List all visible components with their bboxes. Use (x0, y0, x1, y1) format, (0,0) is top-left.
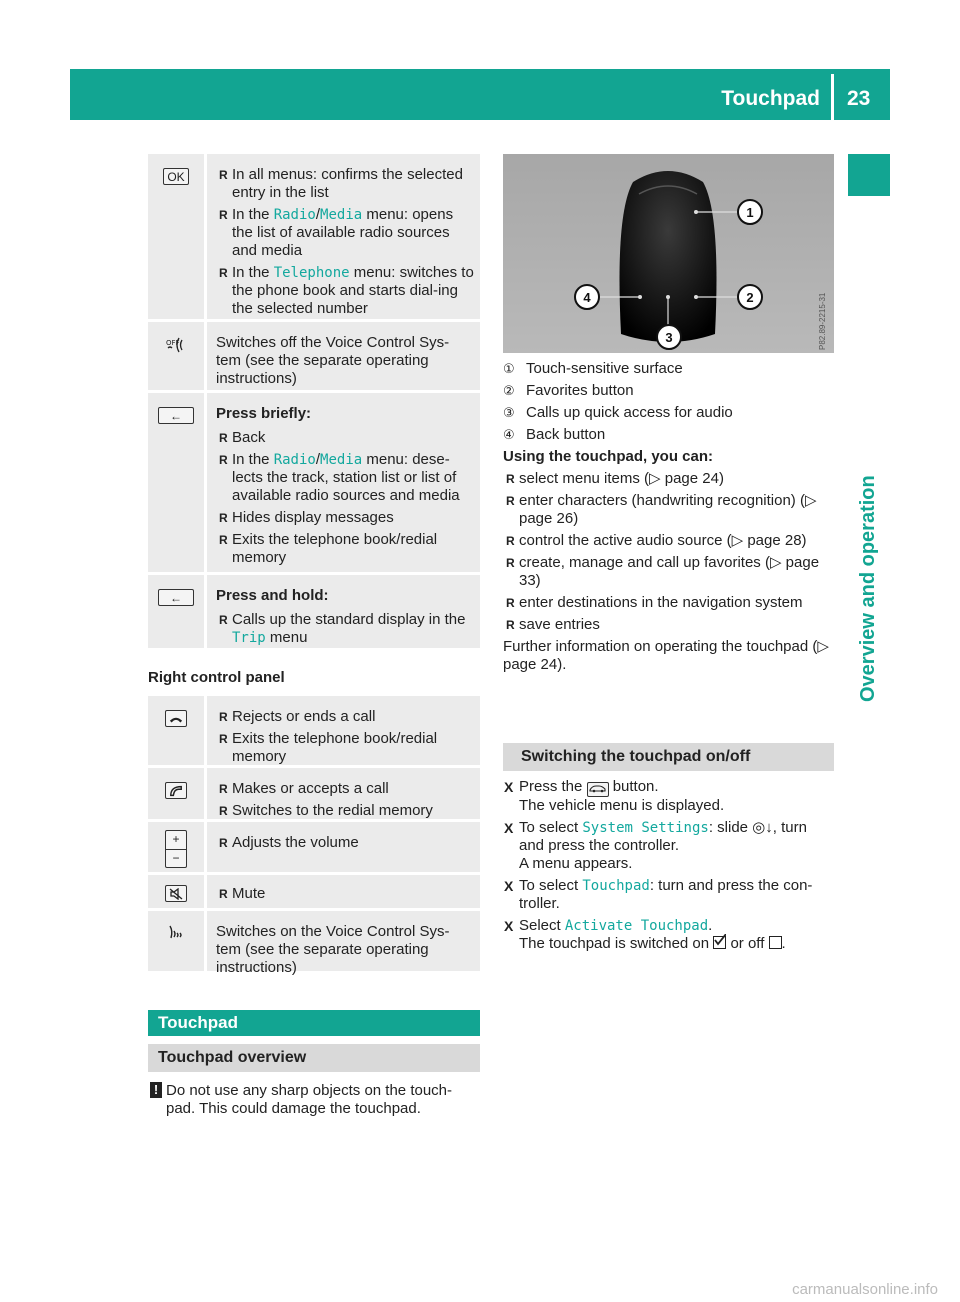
list-item: R Calls up the standard display in the Trip menu (216, 611, 474, 647)
warning-icon: ! (150, 1082, 162, 1098)
voice-control-off-icon (148, 322, 207, 390)
left-control-table (148, 154, 480, 648)
callout-4 (575, 285, 599, 309)
row-content (207, 575, 480, 648)
list-item: R In the Radio/Media menu: opens the list of available radio sources and media (216, 206, 474, 260)
table-row (148, 575, 480, 648)
list-item: R select menu items (▷ page 24) (503, 470, 835, 488)
ok-button-icon (148, 154, 207, 319)
list-item: R Switches to the redial memory (216, 802, 474, 820)
step-item: X To select Touchpad: turn and press the con-troller. (503, 877, 835, 913)
svg-text:1: 1 (746, 205, 754, 220)
legend-item: ④ Back button (503, 426, 606, 443)
legend-list (503, 360, 835, 674)
warning-note (148, 1082, 480, 1118)
touchpad-photo (503, 154, 834, 353)
steps-list (503, 778, 835, 957)
volume-icon (148, 822, 207, 872)
row-content (207, 393, 480, 572)
checkbox-checked-icon (713, 936, 726, 949)
list-item: R control the active audio source (▷ page 28) (503, 532, 835, 550)
table-row (148, 822, 480, 875)
watermark: carmanualsonline.info (792, 1281, 938, 1298)
row-content (207, 154, 480, 319)
section-heading-switching: Switching the touchpad on/off (503, 743, 834, 771)
legend-item: ① Touch-sensitive surface (503, 360, 683, 377)
list-item: R Rejects or ends a call (216, 708, 474, 726)
accept-call-icon (148, 768, 207, 819)
list-item: R create, manage and call up favorites (▷ page 33) (503, 554, 835, 590)
figure-code: P82.89-2215-31 (818, 292, 827, 350)
row-text: Switches off the Voice Control Sys-tem (see the separate operating instructions) (216, 334, 450, 387)
table-row (148, 768, 480, 822)
section-heading-touchpad: Touchpad (148, 1010, 480, 1036)
list-item: R Exits the telephone book/redial memory (216, 531, 474, 567)
vehicle-button-icon (587, 782, 609, 797)
side-tab-label: Overview and operation (857, 475, 879, 702)
svg-text:4: 4 (583, 290, 591, 305)
table-row (148, 875, 480, 911)
svg-text:3: 3 (665, 330, 673, 345)
back-icon: ← (148, 393, 207, 572)
further-info: Further information on operating the touchpad (▷ page 24). (503, 638, 829, 673)
header-divider (831, 74, 834, 120)
list-item: R In all menus: confirms the selected entry in the list (216, 166, 474, 202)
checkbox-unchecked-icon (769, 936, 782, 949)
list-item: R Back (216, 429, 474, 447)
header-title: Touchpad (721, 87, 820, 110)
legend-item: ② Favorites button (503, 382, 634, 399)
row-content (207, 696, 480, 765)
mute-icon (148, 875, 207, 908)
list-item: R Mute (216, 885, 474, 903)
list-item: R In the Telephone menu: switches to the phone book and starts dial-ing the selected number (216, 264, 474, 318)
svg-text:OFF: OFF (166, 339, 180, 347)
list-item: R enter characters (handwriting recognition) (▷ page 26) (503, 492, 835, 528)
page-number: 23 (847, 87, 871, 110)
table-row (148, 393, 480, 575)
row-text: Switches on the Voice Control Sys-tem (see the separate operating instructions) (216, 923, 450, 976)
row-content (207, 875, 480, 908)
warning-text: Do not use any sharp objects on the touch-pad. This could damage the touchpad. (166, 1082, 453, 1117)
voice-control-on-icon (148, 911, 207, 971)
end-call-icon (148, 696, 207, 765)
side-tab (848, 202, 890, 702)
using-heading: Using the touchpad, you can: (503, 448, 714, 465)
list-item: R Adjusts the volume (216, 834, 474, 852)
table-row (148, 322, 480, 393)
step-item: X Press the button. The vehicle menu is displayed. (503, 778, 835, 815)
side-tab-marker (848, 154, 890, 196)
list-item: R In the Radio/Media menu: dese-lects the track, station list or list of available radio sources and media (216, 451, 474, 505)
back-icon: ← (148, 575, 207, 648)
list-item: R enter destinations in the navigation system (503, 594, 835, 612)
list-item: R Exits the telephone book/redial memory (216, 730, 474, 766)
table-row (148, 696, 480, 768)
row-content (207, 822, 480, 872)
row-content (207, 768, 480, 819)
table-row (148, 154, 480, 322)
list-item: R Hides display messages (216, 509, 474, 527)
step-item: X Select Activate Touchpad. The touchpad is switched on or off . (503, 917, 835, 953)
legend-item: ③ Calls up quick access for audio (503, 404, 733, 421)
volume-up-icon: + (172, 832, 180, 846)
right-control-table (148, 696, 480, 976)
ok-key: OK (163, 168, 188, 185)
step-item: X To select System Settings: slide ◎↓, turn and press the controller. A menu appears. (503, 819, 835, 873)
right-control-panel-label: Right control panel (148, 669, 285, 686)
subheading: Press briefly: (216, 405, 312, 422)
svg-text:2: 2 (746, 290, 754, 305)
table-row (148, 911, 480, 976)
volume-down-icon: − (166, 849, 186, 867)
subheading: Press and hold: (216, 587, 329, 604)
list-item: R Makes or accepts a call (216, 780, 474, 798)
list-item: R save entries (503, 616, 835, 634)
callout-2 (738, 285, 762, 309)
section-heading-overview: Touchpad overview (148, 1044, 480, 1072)
callout-1 (738, 200, 762, 224)
callout-3 (657, 325, 681, 349)
